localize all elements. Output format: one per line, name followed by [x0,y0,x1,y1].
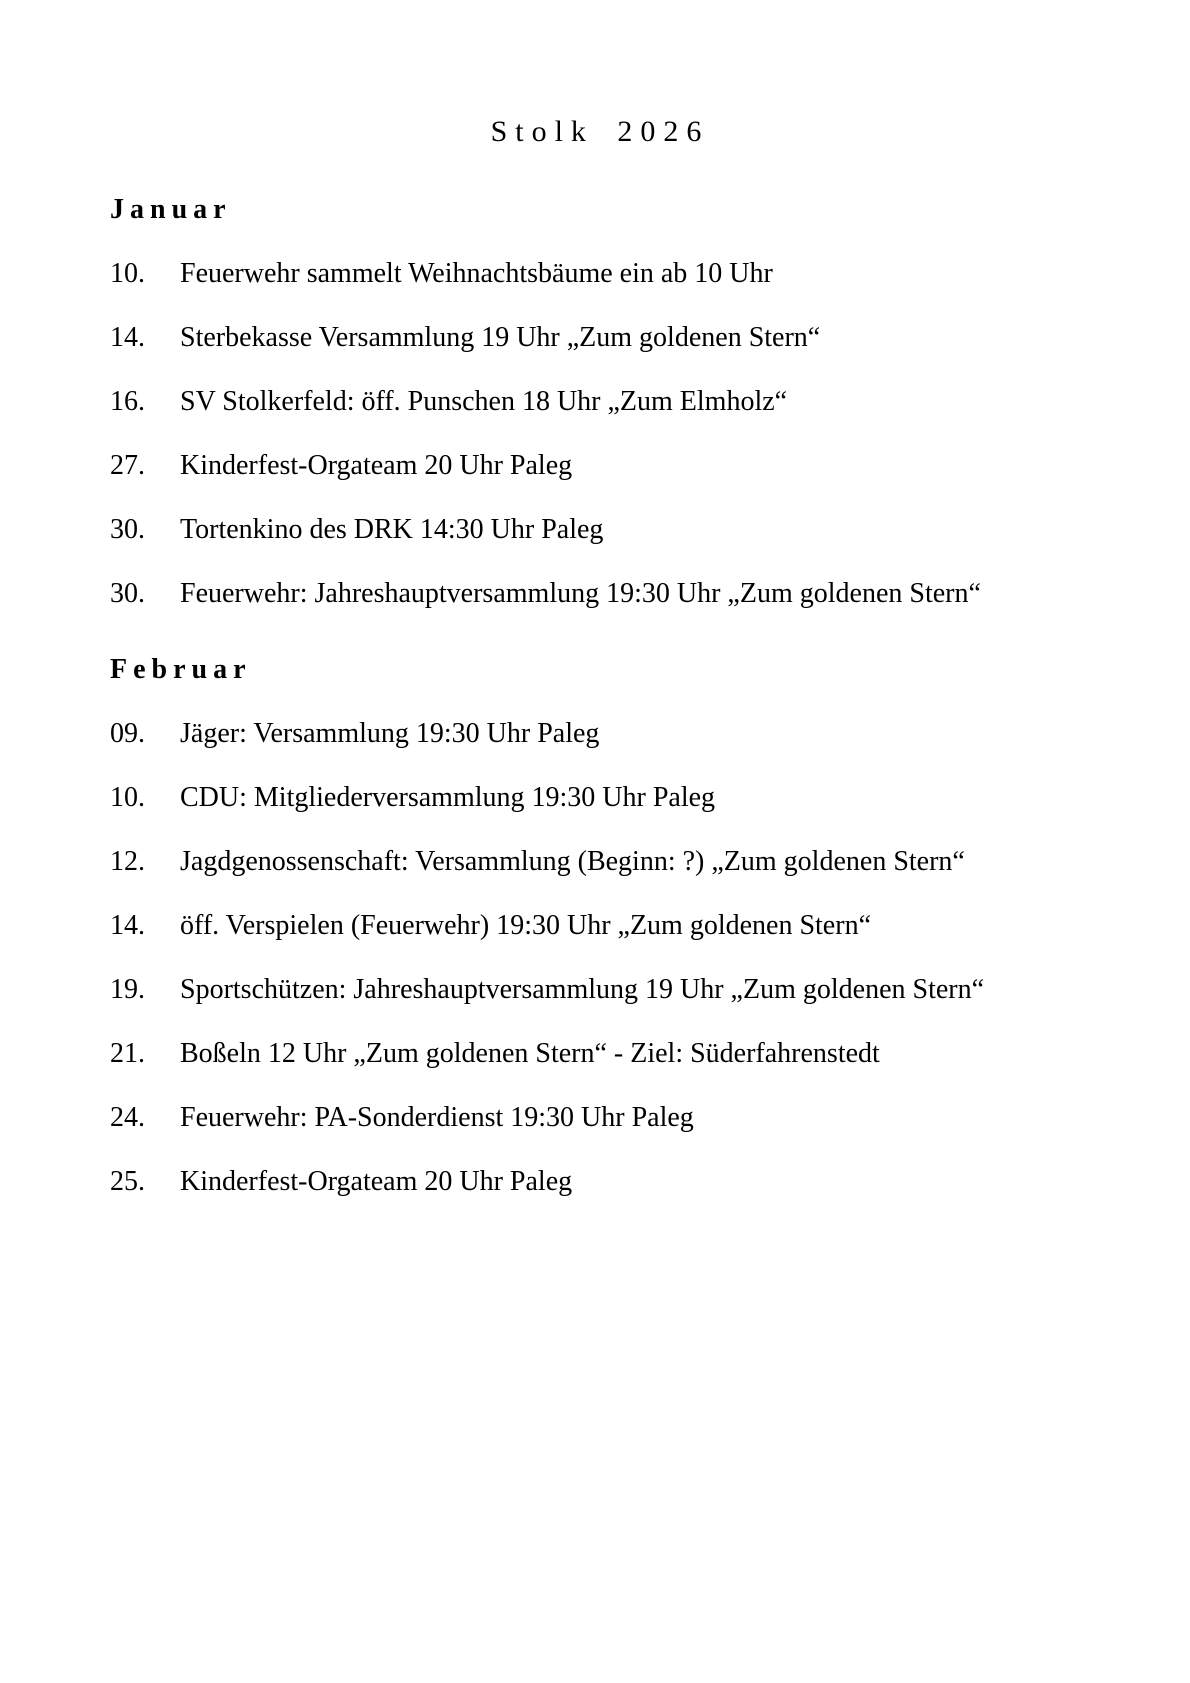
event-text: öff. Verspielen (Feuerwehr) 19:30 Uhr „Zum goldenen Stern“ [180,910,871,941]
month-section [110,652,1090,1199]
month-heading: Februar [110,654,252,685]
event-row [110,1164,1090,1199]
event-row [110,320,1090,355]
event-day: 30. [110,578,145,609]
event-day: 14. [110,910,145,941]
event-text: Feuerwehr: Jahreshauptversammlung 19:30 Uhr „Zum goldenen Stern“ [180,578,981,609]
event-text: Feuerwehr sammelt Weihnachtsbäume ein ab 10 Uhr [180,258,773,289]
event-row [110,576,1090,611]
month-heading: Januar [110,194,232,225]
event-text: Jäger: Versammlung 19:30 Uhr Paleg [180,718,600,749]
document-title: Stolk 2026 [490,115,710,148]
event-day: 10. [110,782,145,813]
event-day: 19. [110,974,145,1005]
event-row [110,908,1090,943]
event-row [110,716,1090,751]
event-text: Boßeln 12 Uhr „Zum goldenen Stern“ - Ziel: Süderfahrenstedt [180,1038,880,1069]
event-day: 24. [110,1102,145,1133]
event-text: Sportschützen: Jahreshauptversammlung 19 Uhr „Zum goldenen Stern“ [180,974,985,1005]
event-day: 10. [110,258,145,289]
event-text: Jagdgenossenschaft: Versammlung (Beginn: ?) „Zum goldenen Stern“ [180,846,965,877]
event-text: Kinderfest-Orgateam 20 Uhr Paleg [180,1166,573,1197]
month-section [110,192,1090,611]
event-text: Kinderfest-Orgateam 20 Uhr Paleg [180,450,573,481]
calendar-sections [110,192,1090,1199]
month-entries [110,716,1090,1199]
event-text: CDU: Mitgliederversammlung 19:30 Uhr Paleg [180,782,716,813]
event-day: 09. [110,718,145,749]
event-row [110,256,1090,291]
event-text: Tortenkino des DRK 14:30 Uhr Paleg [180,514,604,545]
event-day: 16. [110,386,145,417]
event-day: 27. [110,450,145,481]
event-text: SV Stolkerfeld: öff. Punschen 18 Uhr „Zum Elmholz“ [180,386,788,417]
event-text: Feuerwehr: PA-Sonderdienst 19:30 Uhr Paleg [180,1102,694,1133]
event-row [110,1036,1090,1071]
event-row [110,844,1090,879]
event-row [110,448,1090,483]
event-day: 30. [110,514,145,545]
event-row [110,972,1090,1007]
event-day: 21. [110,1038,145,1069]
event-row [110,512,1090,547]
event-day: 14. [110,322,145,353]
event-day: 25. [110,1166,145,1197]
event-day: 12. [110,846,145,877]
event-text: Sterbekasse Versammlung 19 Uhr „Zum goldenen Stern“ [180,322,821,353]
event-row [110,780,1090,815]
event-row [110,384,1090,419]
month-entries [110,256,1090,611]
event-row [110,1100,1090,1135]
